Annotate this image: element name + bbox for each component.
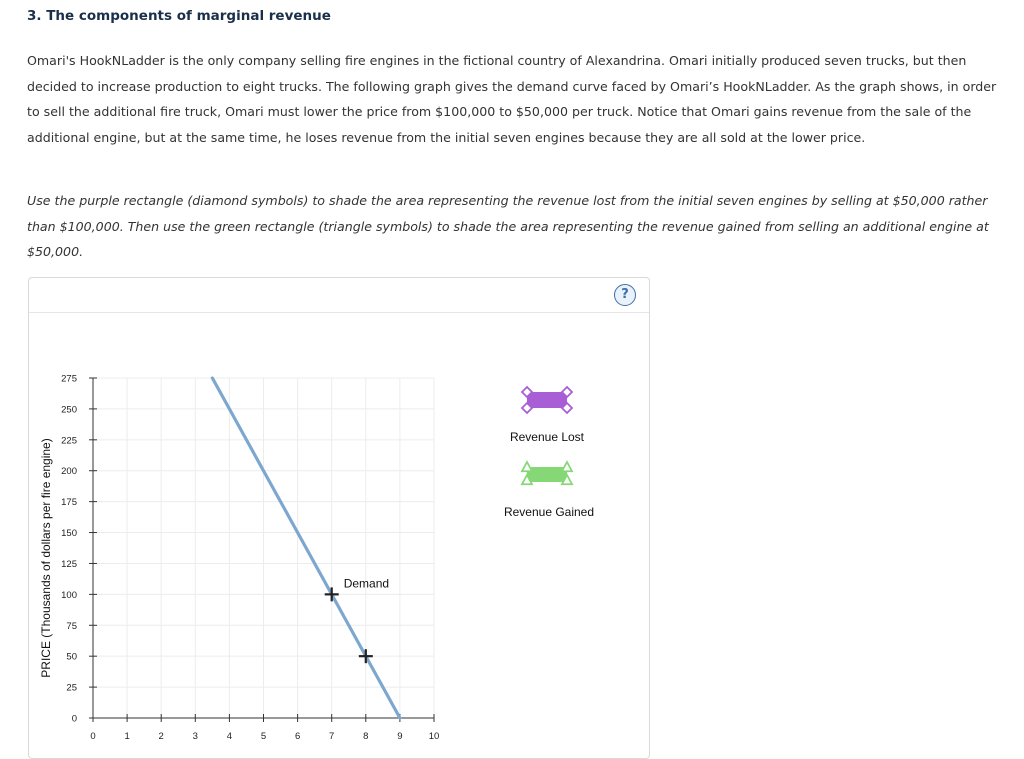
y-tick-label: 275	[61, 373, 77, 385]
y-tick-label: 100	[61, 589, 77, 601]
question-title: 3. The components of marginal revenue	[27, 8, 331, 24]
x-tick-label: 1	[124, 731, 130, 742]
x-tick-label: 0	[90, 731, 96, 742]
y-tick-label: 75	[66, 620, 77, 632]
x-tick-label: 2	[158, 731, 164, 742]
triangle-handle	[562, 462, 572, 471]
revenue-lost-tool[interactable]	[522, 387, 572, 413]
intro-paragraph: Omari's HookNLadder is the only company selling fire engines in the fictional country of Alexandrina. Omari initially produced seven trucks, but then decided to increase production to eight trucks. The following graph gives the demand curve faced by Omari’s HookNLadder. As the graph shows, in order to sell the additional fire truck, Omari must lower the price from $100,000 to $50,000 per truck. Notice that Omari gains revenue from the sale of the additional engine, but at the same time, he loses revenue from the initial seven engines because they are all sold at the lower price.	[27, 53, 997, 145]
help-button[interactable]: ?	[614, 284, 636, 306]
demand-label: Demand	[343, 576, 390, 591]
y-tick-label: 175	[61, 497, 77, 509]
x-tick-label: 5	[260, 731, 267, 742]
graph-panel	[28, 277, 650, 759]
y-tick-label: 25	[66, 682, 77, 694]
y-tick-label: 225	[61, 435, 77, 447]
demand-graph[interactable]	[29, 278, 649, 758]
revenue-lost-label: Revenue Lost	[509, 430, 585, 444]
demand-point-1	[325, 587, 339, 601]
revenue-lost-rect	[527, 392, 567, 408]
instructions-paragraph: Use the purple rectangle (diamond symbols) to shade the area representing the revenue lost from the initial seven engines by selling at $50,000 rather than $100,000. Then use the green rectangle (triangle symbols) to shade the area representing the revenue gained from selling an additional engine at $50,000.	[27, 193, 989, 259]
y-tick-label: 50	[66, 651, 77, 663]
x-tick-label: 7	[329, 731, 335, 742]
y-tick-label: 0	[71, 713, 77, 725]
x-tick-label: 4	[226, 731, 233, 742]
x-tick-label: 10	[428, 731, 440, 742]
y-tick-label: 200	[61, 466, 77, 478]
x-tick-label: 6	[294, 731, 301, 742]
x-tick-label: 9	[397, 731, 403, 742]
x-tick-label: 3	[192, 731, 198, 742]
y-tick-label: 125	[61, 558, 77, 570]
demand-curve	[212, 378, 400, 718]
demand-point-2	[359, 649, 373, 663]
x-tick-label: 8	[363, 731, 369, 742]
revenue-gained-label: Revenue Gained	[503, 505, 595, 519]
triangle-handle	[522, 462, 532, 471]
y-tick-label: 250	[61, 404, 77, 416]
revenue-gained-rect	[527, 467, 567, 482]
y-tick-label: 150	[61, 528, 77, 540]
y-axis-title: PRICE (Thousands of dollars per fire engine)	[39, 438, 53, 678]
revenue-gained-tool[interactable]	[522, 462, 572, 484]
